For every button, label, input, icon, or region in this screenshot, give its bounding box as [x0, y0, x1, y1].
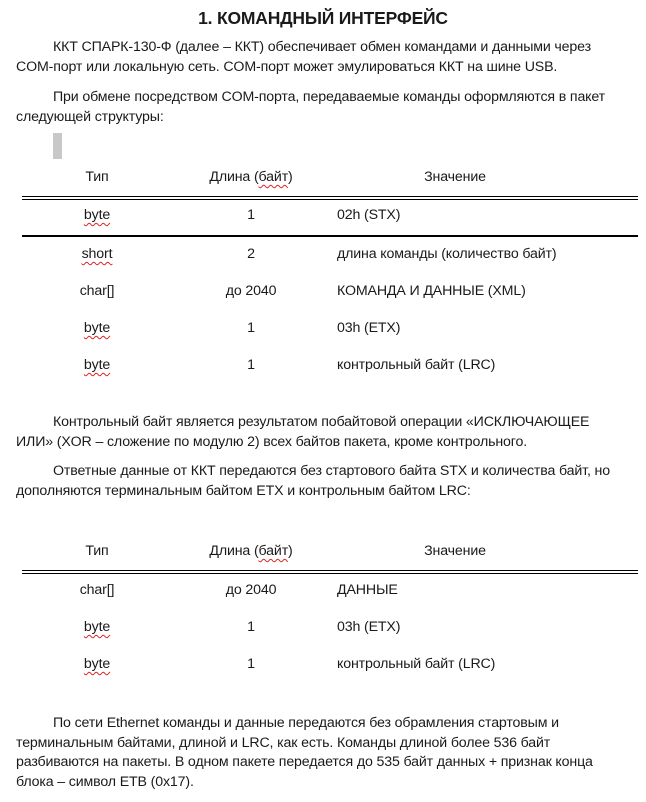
cell-value: 03h (ETX) — [337, 619, 401, 635]
cell-type: char[] — [79, 582, 115, 598]
cell-type: byte — [83, 656, 111, 672]
text-cursor-marker — [53, 133, 62, 159]
cell-type: byte — [83, 357, 111, 373]
table-header-type: Тип — [85, 543, 109, 559]
text-line: разбиваются на пакеты. В одном пакете передается до 535 байт данных + признак конца — [16, 754, 593, 770]
table-header-value: Значение — [424, 543, 486, 559]
table-header-value: Значение — [424, 169, 486, 185]
paragraph-com-port — [16, 88, 636, 127]
text-line: Ответные данные от ККТ передаются без стартового байта STX и количества байт, но — [53, 463, 610, 479]
text-line: блока – символ ETB (0x17). — [16, 773, 194, 790]
cell-type: short — [81, 246, 113, 262]
cell-value: контрольный байт (LRC) — [337, 357, 496, 373]
cell-type: byte — [83, 320, 111, 336]
table-header-double-rule — [22, 196, 638, 200]
cell-type: char[] — [79, 283, 115, 299]
cell-value: КОМАНДА И ДАННЫЕ (XML) — [337, 283, 526, 299]
table-header-type: Тип — [85, 169, 109, 185]
cell-length: 1 — [247, 207, 255, 223]
cell-value: ДАННЫЕ — [337, 582, 398, 598]
text-line: ИЛИ» (XOR – сложение по модулю 2) всех байтов пакета, кроме контрольного. — [16, 433, 527, 450]
header-text: Длина ( — [209, 169, 259, 185]
text-line: дополняются терминальным байтом ETX и контрольным байтом LRC: — [16, 482, 471, 499]
paragraph-checksum — [16, 413, 636, 452]
cell-length: 2 — [247, 246, 255, 262]
header-text: ) — [288, 543, 293, 559]
cell-value: 03h (ETX) — [337, 320, 401, 336]
cell-value: длина команды (количество байт) — [337, 246, 557, 262]
text-line: По сети Ethernet команды и данные передаются без обрамления стартовым и — [53, 715, 559, 731]
table-row-rule — [22, 235, 638, 237]
cell-length: 1 — [247, 619, 255, 635]
paragraph-ethernet — [16, 714, 636, 792]
cell-length: до 2040 — [225, 283, 277, 299]
table-header-length — [200, 169, 302, 185]
text-line: терминальным байтами, длиной и LRC, как есть. Команды длиной более 536 байт — [16, 734, 551, 751]
header-text-spellcheck: байт — [258, 169, 289, 185]
table-header-length — [200, 543, 302, 559]
table-header-double-rule — [22, 570, 638, 574]
text-line: ККТ СПАРК-130-Ф (далее – ККТ) обеспечивает обмен командами и данными через — [53, 39, 591, 55]
paragraph-intro — [16, 38, 636, 77]
paragraph-response — [16, 462, 636, 501]
header-text-spellcheck: байт — [258, 543, 289, 559]
text-line: При обмене посредством COM-порта, передаваемые команды оформляются в пакет — [53, 89, 606, 105]
cell-length: до 2040 — [225, 582, 277, 598]
cell-type: byte — [83, 619, 111, 635]
header-text: ) — [288, 169, 293, 185]
cell-length: 1 — [247, 656, 255, 672]
text-line: COM-порт или локальную сеть. COM-порт может эмулироваться ККТ на шине USB. — [16, 58, 558, 75]
header-text: Длина ( — [209, 543, 259, 559]
cell-type: byte — [83, 207, 111, 223]
cell-length: 1 — [247, 320, 255, 336]
text-line: Контрольный байт является результатом побайтовой операции «ИСКЛЮЧАЮЩЕЕ — [53, 414, 590, 430]
section-heading: 1. КОМАНДНЫЙ ИНТЕРФЕЙС — [198, 8, 448, 28]
cell-value: 02h (STX) — [337, 207, 401, 223]
cell-length: 1 — [247, 357, 255, 373]
text-line: следующей структуры: — [16, 108, 164, 125]
cell-value: контрольный байт (LRC) — [337, 656, 496, 672]
